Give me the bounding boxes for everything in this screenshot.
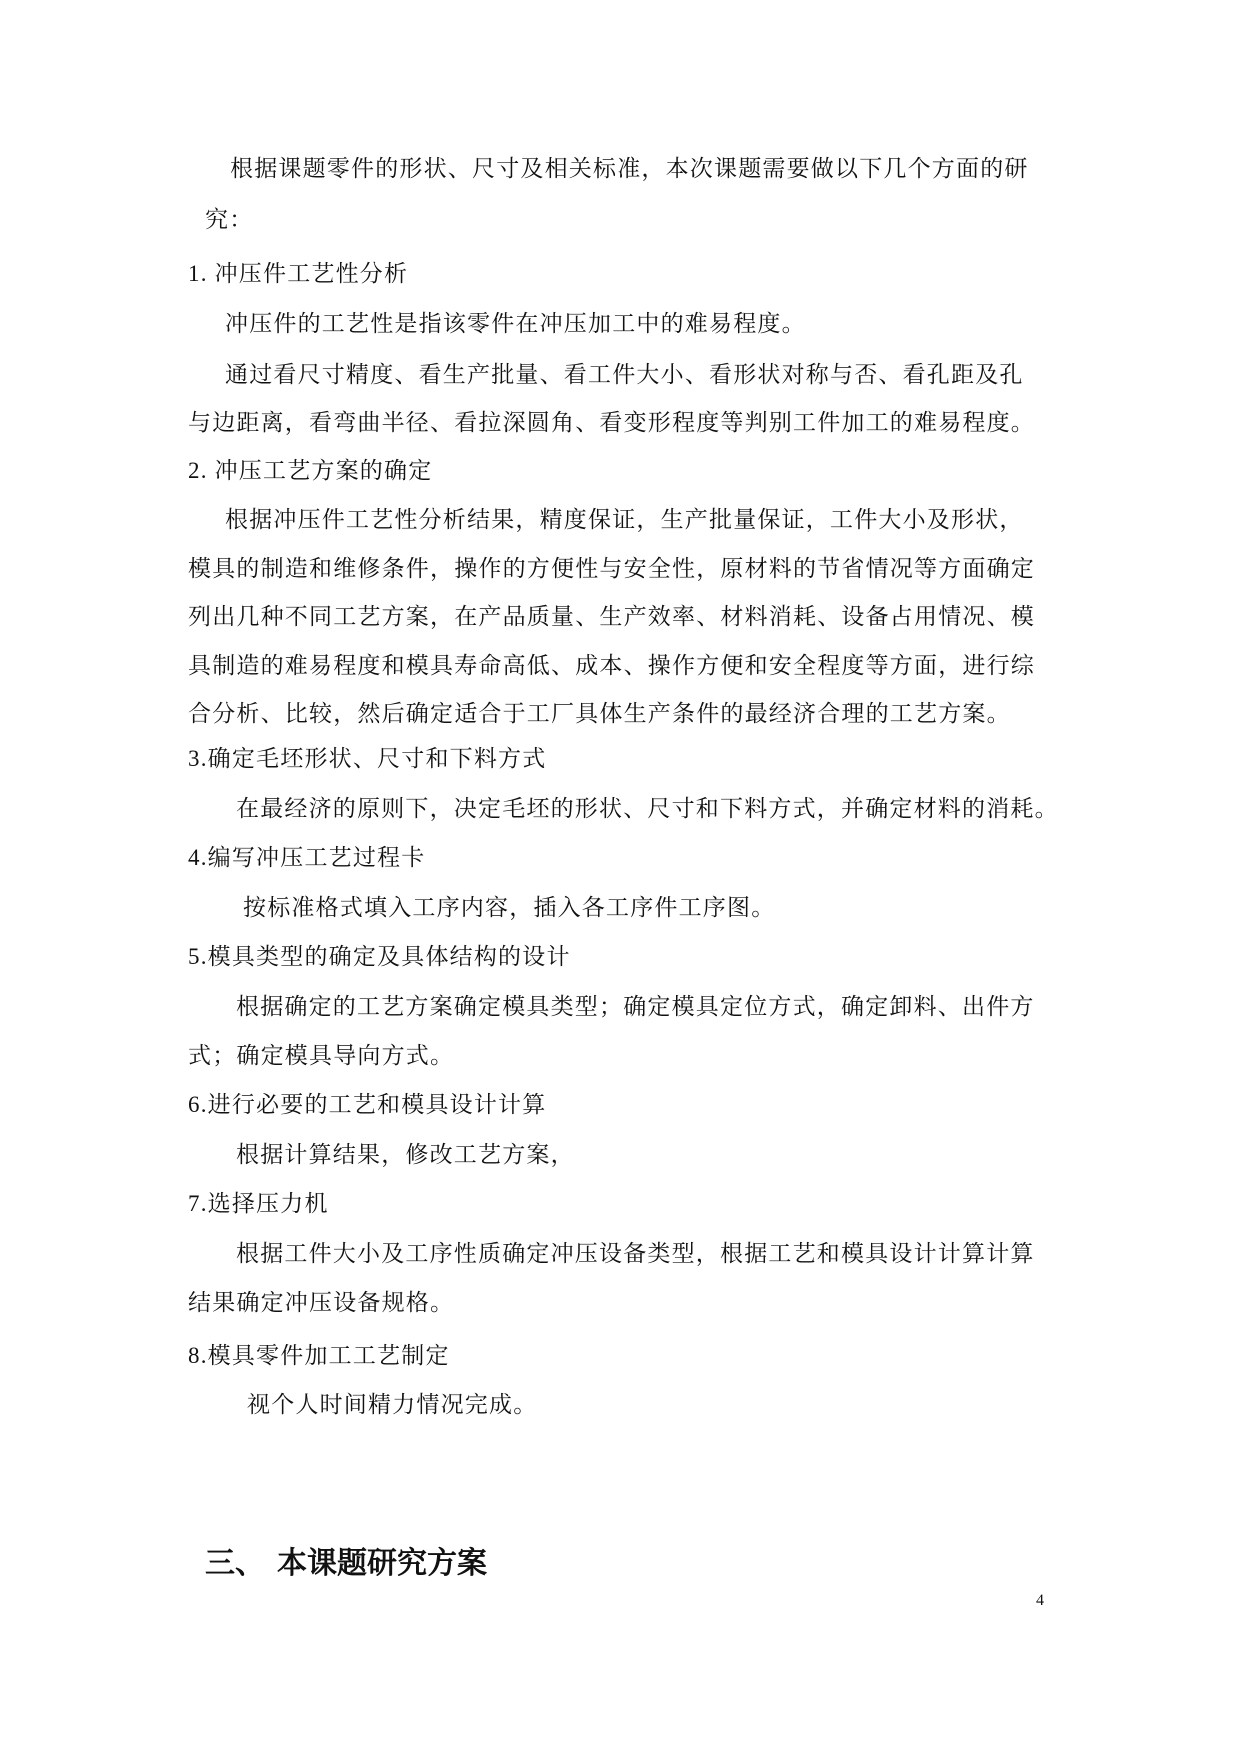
item-2-line-3: 列出几种不同工艺方案，在产品质量、生产效率、材料消耗、设备占用情况、模	[188, 604, 1035, 630]
item-5-line-1: 根据确定的工艺方案确定模具类型；确定模具定位方式，确定卸料、出件方	[236, 994, 1035, 1020]
item-6-heading: 6.进行必要的工艺和模具设计计算	[188, 1092, 547, 1117]
item-7-line-1: 根据工件大小及工序性质确定冲压设备类型，根据工艺和模具设计计算计算	[236, 1241, 1035, 1267]
item-8-line-1: 视个人时间精力情况完成。	[247, 1392, 538, 1418]
intro-line-1: 根据课题零件的形状、尺寸及相关标准，本次课题需要做以下几个方面的研	[230, 156, 1029, 182]
item-4-line-1: 按标准格式填入工序内容，插入各工序件工序图。	[243, 895, 776, 921]
section-heading	[205, 1544, 487, 1584]
section-number: 三、	[205, 1546, 265, 1581]
item-3-heading: 3.确定毛坯形状、尺寸和下料方式	[188, 746, 547, 771]
item-1-heading: 1. 冲压件工艺性分析	[188, 261, 409, 286]
item-6-line-1: 根据计算结果，修改工艺方案，	[236, 1142, 575, 1168]
item-5-heading: 5.模具类型的确定及具体结构的设计	[188, 944, 571, 969]
item-4-heading: 4.编写冲压工艺过程卡	[188, 845, 426, 870]
item-7-heading: 7.选择压力机	[188, 1191, 329, 1216]
intro-line-2: 究：	[205, 207, 254, 233]
item-5-line-2: 式；确定模具导向方式。	[188, 1043, 455, 1069]
item-7-line-2: 结果确定冲压设备规格。	[188, 1290, 455, 1316]
item-2-line-4: 具制造的难易程度和模具寿命高低、成本、操作方便和安全程度等方面，进行综	[188, 653, 1035, 679]
page-number: 4	[1036, 1592, 1044, 1609]
item-2-line-5: 合分析、比较，然后确定适合于工厂具体生产条件的最经济合理的工艺方案。	[188, 701, 1011, 727]
item-2-heading: 2. 冲压工艺方案的确定	[188, 458, 433, 483]
item-1-line-1: 冲压件的工艺性是指该零件在冲压加工中的难易程度。	[225, 311, 806, 337]
section-title: 本课题研究方案	[277, 1546, 487, 1581]
item-8-heading: 8.模具零件加工工艺制定	[188, 1343, 450, 1368]
item-3-line-1: 在最经济的原则下，决定毛坯的形状、尺寸和下料方式，并确定材料的消耗。	[236, 796, 1059, 822]
item-2-line-1: 根据冲压件工艺性分析结果，精度保证，生产批量保证，工件大小及形状，	[225, 507, 1024, 533]
item-1-line-3: 与边距离，看弯曲半径、看拉深圆角、看变形程度等判别工件加工的难易程度。	[188, 410, 1035, 436]
item-1-line-2: 通过看尺寸精度、看生产批量、看工件大小、看形状对称与否、看孔距及孔	[225, 362, 1024, 388]
item-2-line-2: 模具的制造和维修条件，操作的方便性与安全性，原材料的节省情况等方面确定	[188, 556, 1035, 582]
